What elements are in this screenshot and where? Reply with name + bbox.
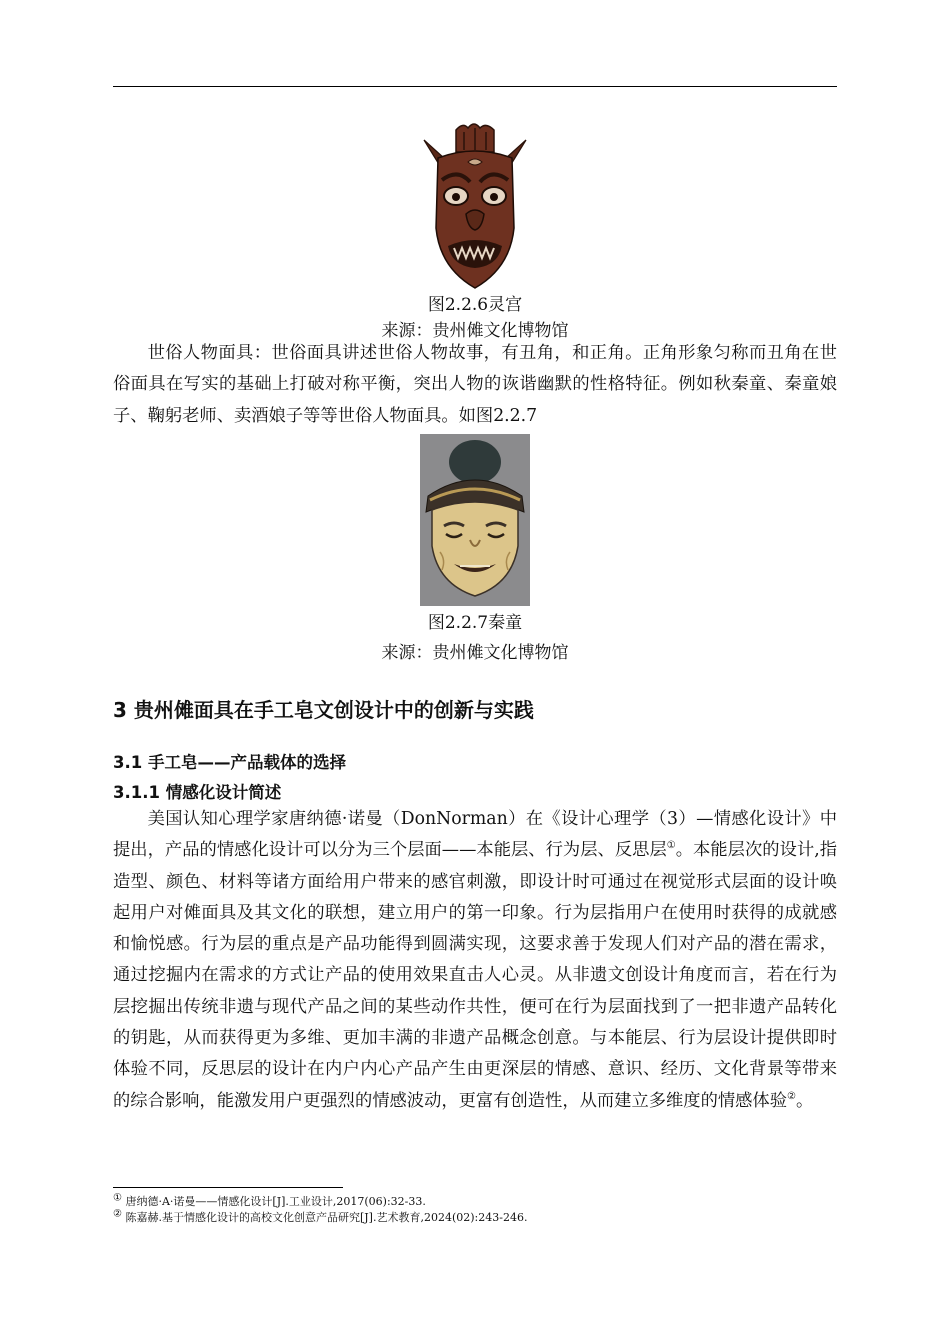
paragraph xyxy=(113,804,837,1117)
paragraph-text: 美国认知心理学家唐纳德·诺曼（DonNorman）在《设计心理学（3）—情感化设计》中提出，产品的情感化设计可以分为三个层面——本能层、行为层、反思层 xyxy=(113,809,837,861)
paragraph: 世俗人物面具：世俗面具讲述世俗人物故事，有丑角，和正角。正角形象匀称而丑角在世俗面具在写实的基础上打破对称平衡，突出人物的诙谐幽默的性格特征。例如秋秦童、秦童娘子、鞠躬老师、卖酒娘子等等世俗人物面具。如图2.2.7 xyxy=(113,343,837,426)
lingguan-mask-image xyxy=(418,118,532,292)
subsubsection-heading: 3.1.1 情感化设计简述 xyxy=(113,783,282,802)
footnote xyxy=(113,1208,528,1225)
figure-caption: 图2.2.6灵宫 xyxy=(427,295,523,315)
paragraph-text: 。本能层次的设计,指造型、颜色、材料等诸方面给用户带来的感官刺激，即设计时可通过在视觉形式层面的设计唤起用户对傩面具及其文化的联想，建立用户的第一印象。行为层指用户在使用时获得的成就感和愉悦感。行为层的重点是产品功能得到圆满实现，这要求善于发现人们对产品的潜在需求，通过挖掘内在需求的方式让产品的使用效果直击人心灵。从非遗文创设计角度而言，若在行为层挖掘出传统非遗与现代产品之间的某些动作共性，便可在行为层面找到了一把非遗产品转化的钥匙，从而获得更为多维、更加丰满的非遗产品概念创意。与本能层、行为层设计提供即时体验不同，反思层的设计在内户内心产品产生由更深层的情感、意识、经历、文化背景等带来的综合影响，能激发用户更强烈的情感波动，更富有创造性，从而建立多维度的情感体验 xyxy=(113,840,837,1111)
footnote-ref[interactable]: ① xyxy=(666,840,676,852)
qintong-mask-image xyxy=(420,434,530,606)
footnote-text: 陈嘉赫.基于情感化设计的高校文化创意产品研究[J].艺术教育,2024(02):243-246. xyxy=(125,1211,528,1224)
footnote-text: 唐纳德·A·诺曼——情感化设计[J].工业设计,2017(06):32-33. xyxy=(125,1195,426,1208)
figure-source: 来源：贵州傩文化博物馆 xyxy=(381,321,569,341)
figure-source: 来源：贵州傩文化博物馆 xyxy=(381,643,569,663)
paragraph-text: 。 xyxy=(795,1090,814,1111)
mask-crown xyxy=(456,124,494,152)
figure-caption: 图2.2.7秦童 xyxy=(427,613,523,633)
footnote-ref[interactable]: ② xyxy=(786,1090,796,1102)
footnote-mark: ② xyxy=(113,1208,122,1220)
section-heading: 3 贵州傩面具在手工皂文创设计中的创新与实践 xyxy=(113,698,534,722)
header-rule xyxy=(113,86,837,87)
footnote-rule xyxy=(113,1187,343,1188)
footnote-mark: ① xyxy=(113,1192,122,1204)
footnote xyxy=(113,1192,426,1209)
subsection-heading: 3.1 手工皂——产品载体的选择 xyxy=(113,753,346,772)
